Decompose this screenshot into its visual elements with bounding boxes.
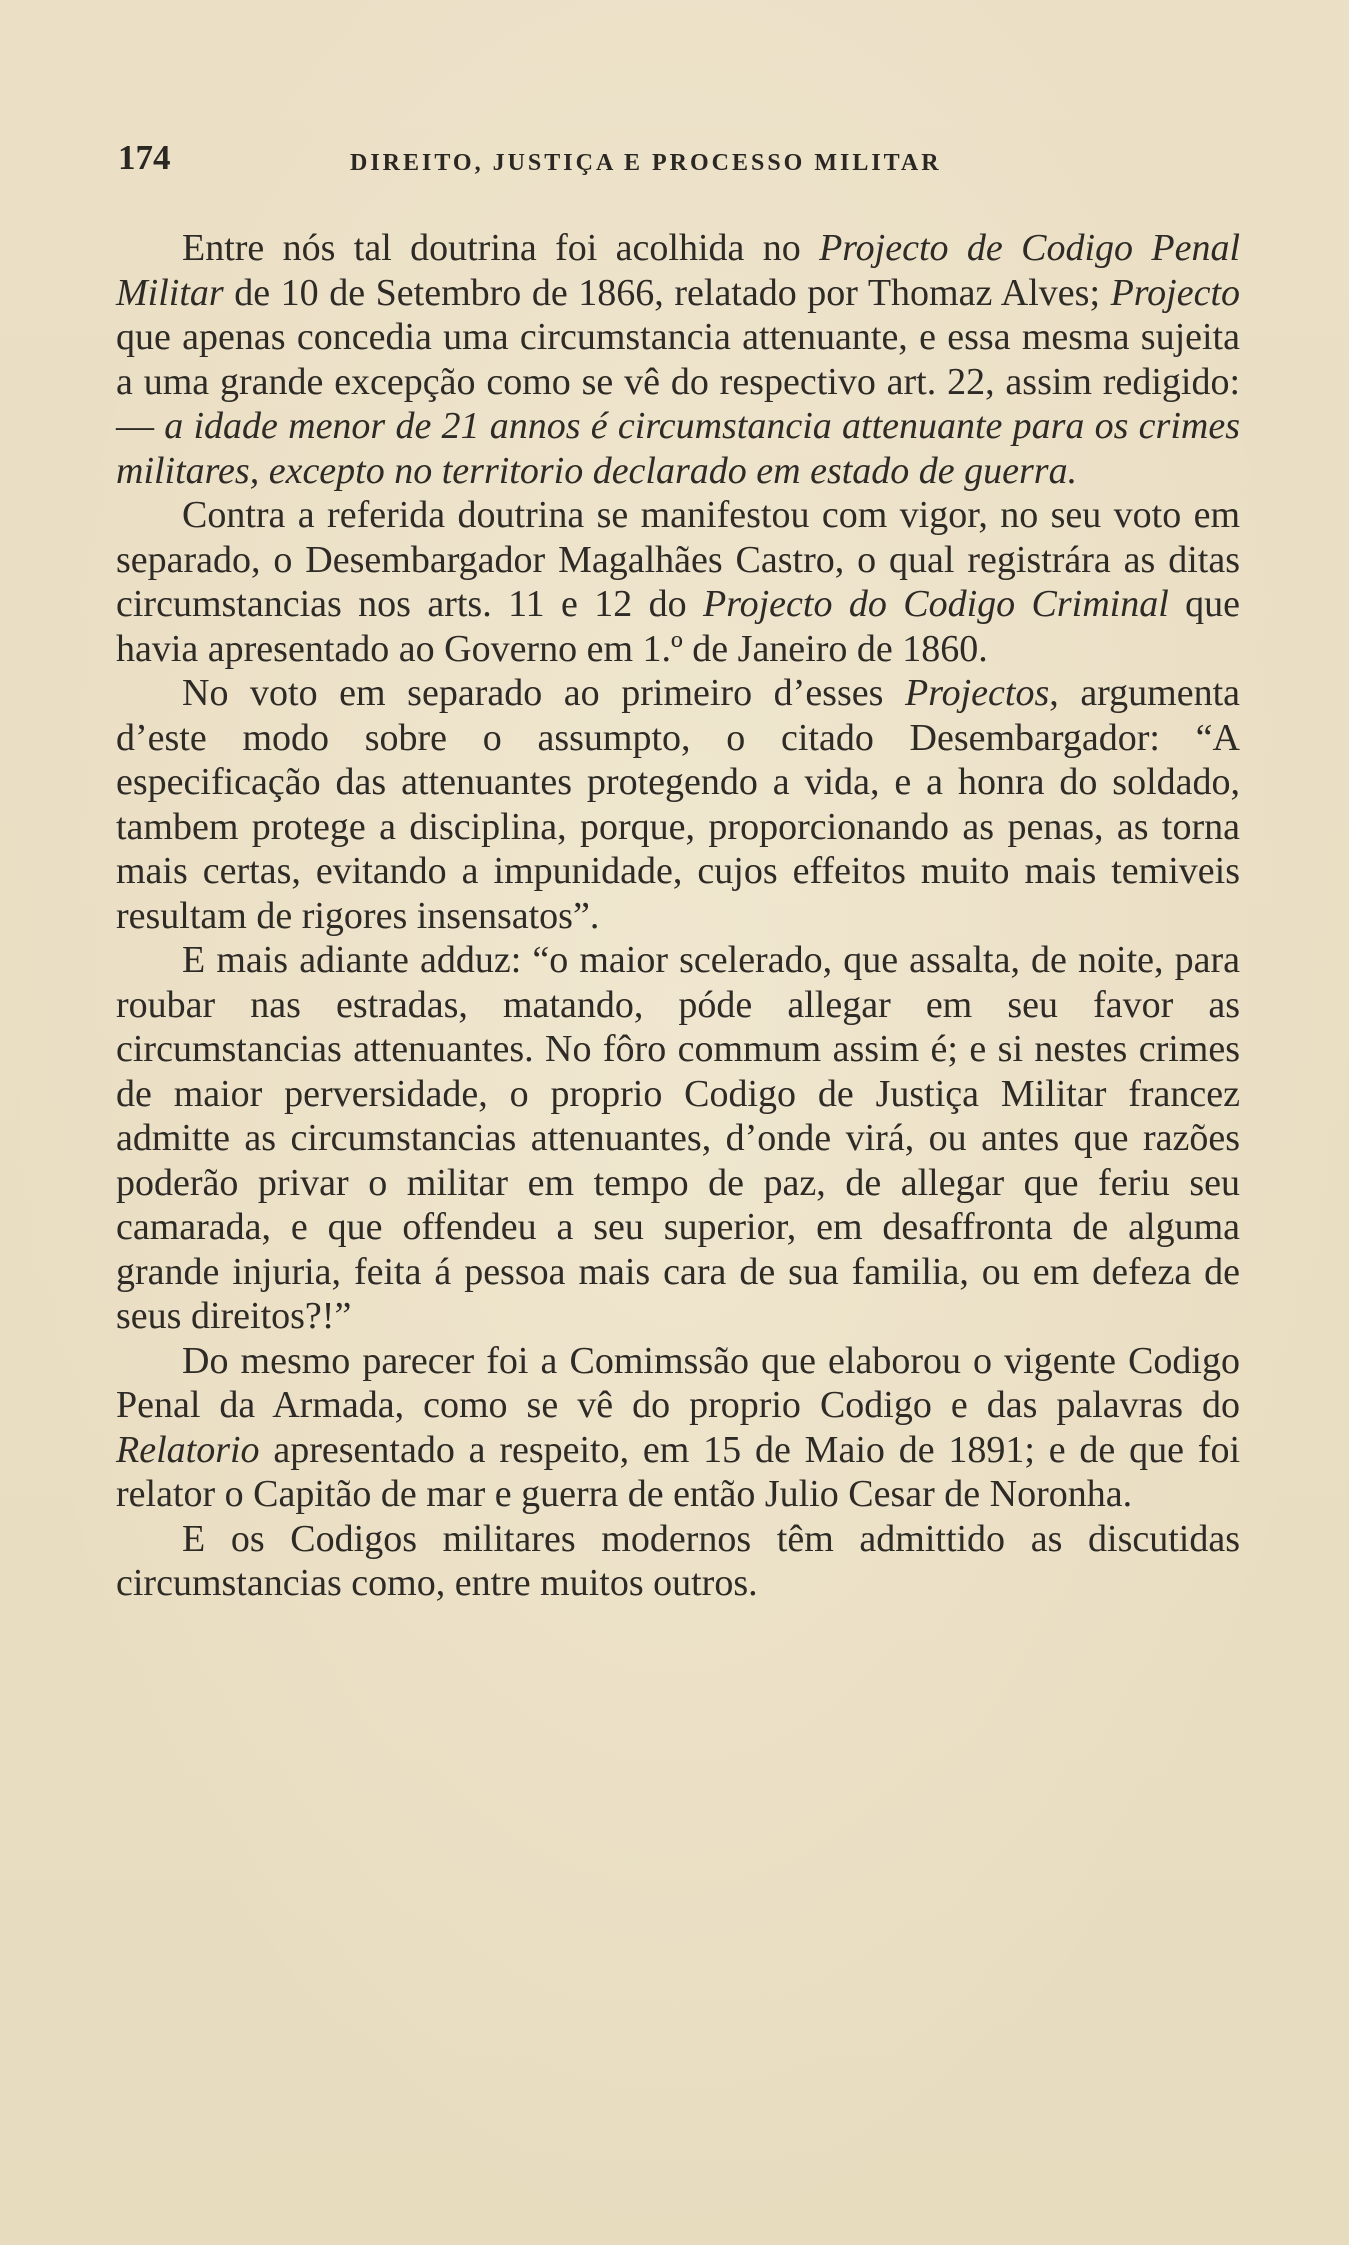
italic-title: Projecto de Codigo Penal Militar — [116, 227, 1240, 314]
paragraph: Entre nós tal doutrina foi acolhida no Projecto de Codigo Penal Militar de 10 de Setembro de 1866, relatado por Thomaz Alves; Projecto que apenas concedia uma circumstancia attenuante, e essa mesma sujeita a uma grande excepção como se vê do respectivo art. 22, assim redigido: — a idade menor de 21 annos é circumstancia attenuante para os crimes militares, excepto no territorio declarado em estado de guerra. — [116, 227, 1240, 492]
paragraph: E os Codigos militares modernos têm admittido as discutidas circumstancias como, entre muitos outros. — [116, 1517, 1240, 1604]
italic-title: Projecto do Codigo Criminal — [703, 583, 1169, 625]
italic-quote: a idade menor de 21 annos é circumstancia attenuante para os crimes militares, excepto no territorio declarado em estado de guerra. — [116, 405, 1240, 492]
paragraph: Contra a referida doutrina se manifestou com vigor, no seu voto em separado, o Desembargador Magalhães Castro, o qual registrára as ditas circumstancias nos arts. 11 e 12 do Projecto do Codigo Criminal que havia apresentado ao Governo em 1.º de Janeiro de 1860. — [116, 494, 1240, 670]
page-number: 174 — [118, 138, 171, 177]
paragraph: No voto em separado ao primeiro d’esses Projectos, argumenta d’este modo sobre o assumpto, o citado Desembargador: “A especificação das attenuantes protegendo a vida, e a honra do soldado, tambem protege a disciplina, porque, proporcionando as penas, as torna mais certas, evitando a impunidade, cujos effeitos muito mais temiveis resultam de rigores insensatos”. — [116, 672, 1240, 937]
paragraph: Do mesmo parecer foi a Comimssão que elaborou o vigente Codigo Penal da Armada, como se vê do proprio Codigo e das palavras do Relatorio apresentado a respeito, em 15 de Maio de 1891; e de que foi relator o Capitão de mar e guerra de então Julio Cesar de Noronha. — [116, 1339, 1240, 1515]
italic-title: Relatorio — [116, 1428, 260, 1471]
running-title: DIREITO, JUSTIÇA E PROCESSO MILITAR — [350, 150, 942, 176]
body-text — [116, 226, 1240, 1606]
page-header — [118, 138, 1248, 186]
italic-title: Projectos — [905, 672, 1050, 714]
italic-title: Projecto — [1110, 271, 1240, 314]
paragraph: E mais adiante adduz: “o maior scelerado, que assalta, de noite, para roubar nas estradas, matando, póde allegar em seu favor as circumstancias attenuantes. No fôro commum assim é; e si nestes crimes de maior perversidade, o proprio Codigo de Justiça Militar francez admitte as circumstancias attenuantes, d’onde virá, ou antes que razões poderão privar o militar em tempo de paz, de allegar que feriu seu camarada, e que offendeu a seu superior, em desaffronta de alguma grande injuria, feita á pessoa mais cara de sua familia, ou em defeza de seus direitos?!” — [116, 939, 1240, 1337]
